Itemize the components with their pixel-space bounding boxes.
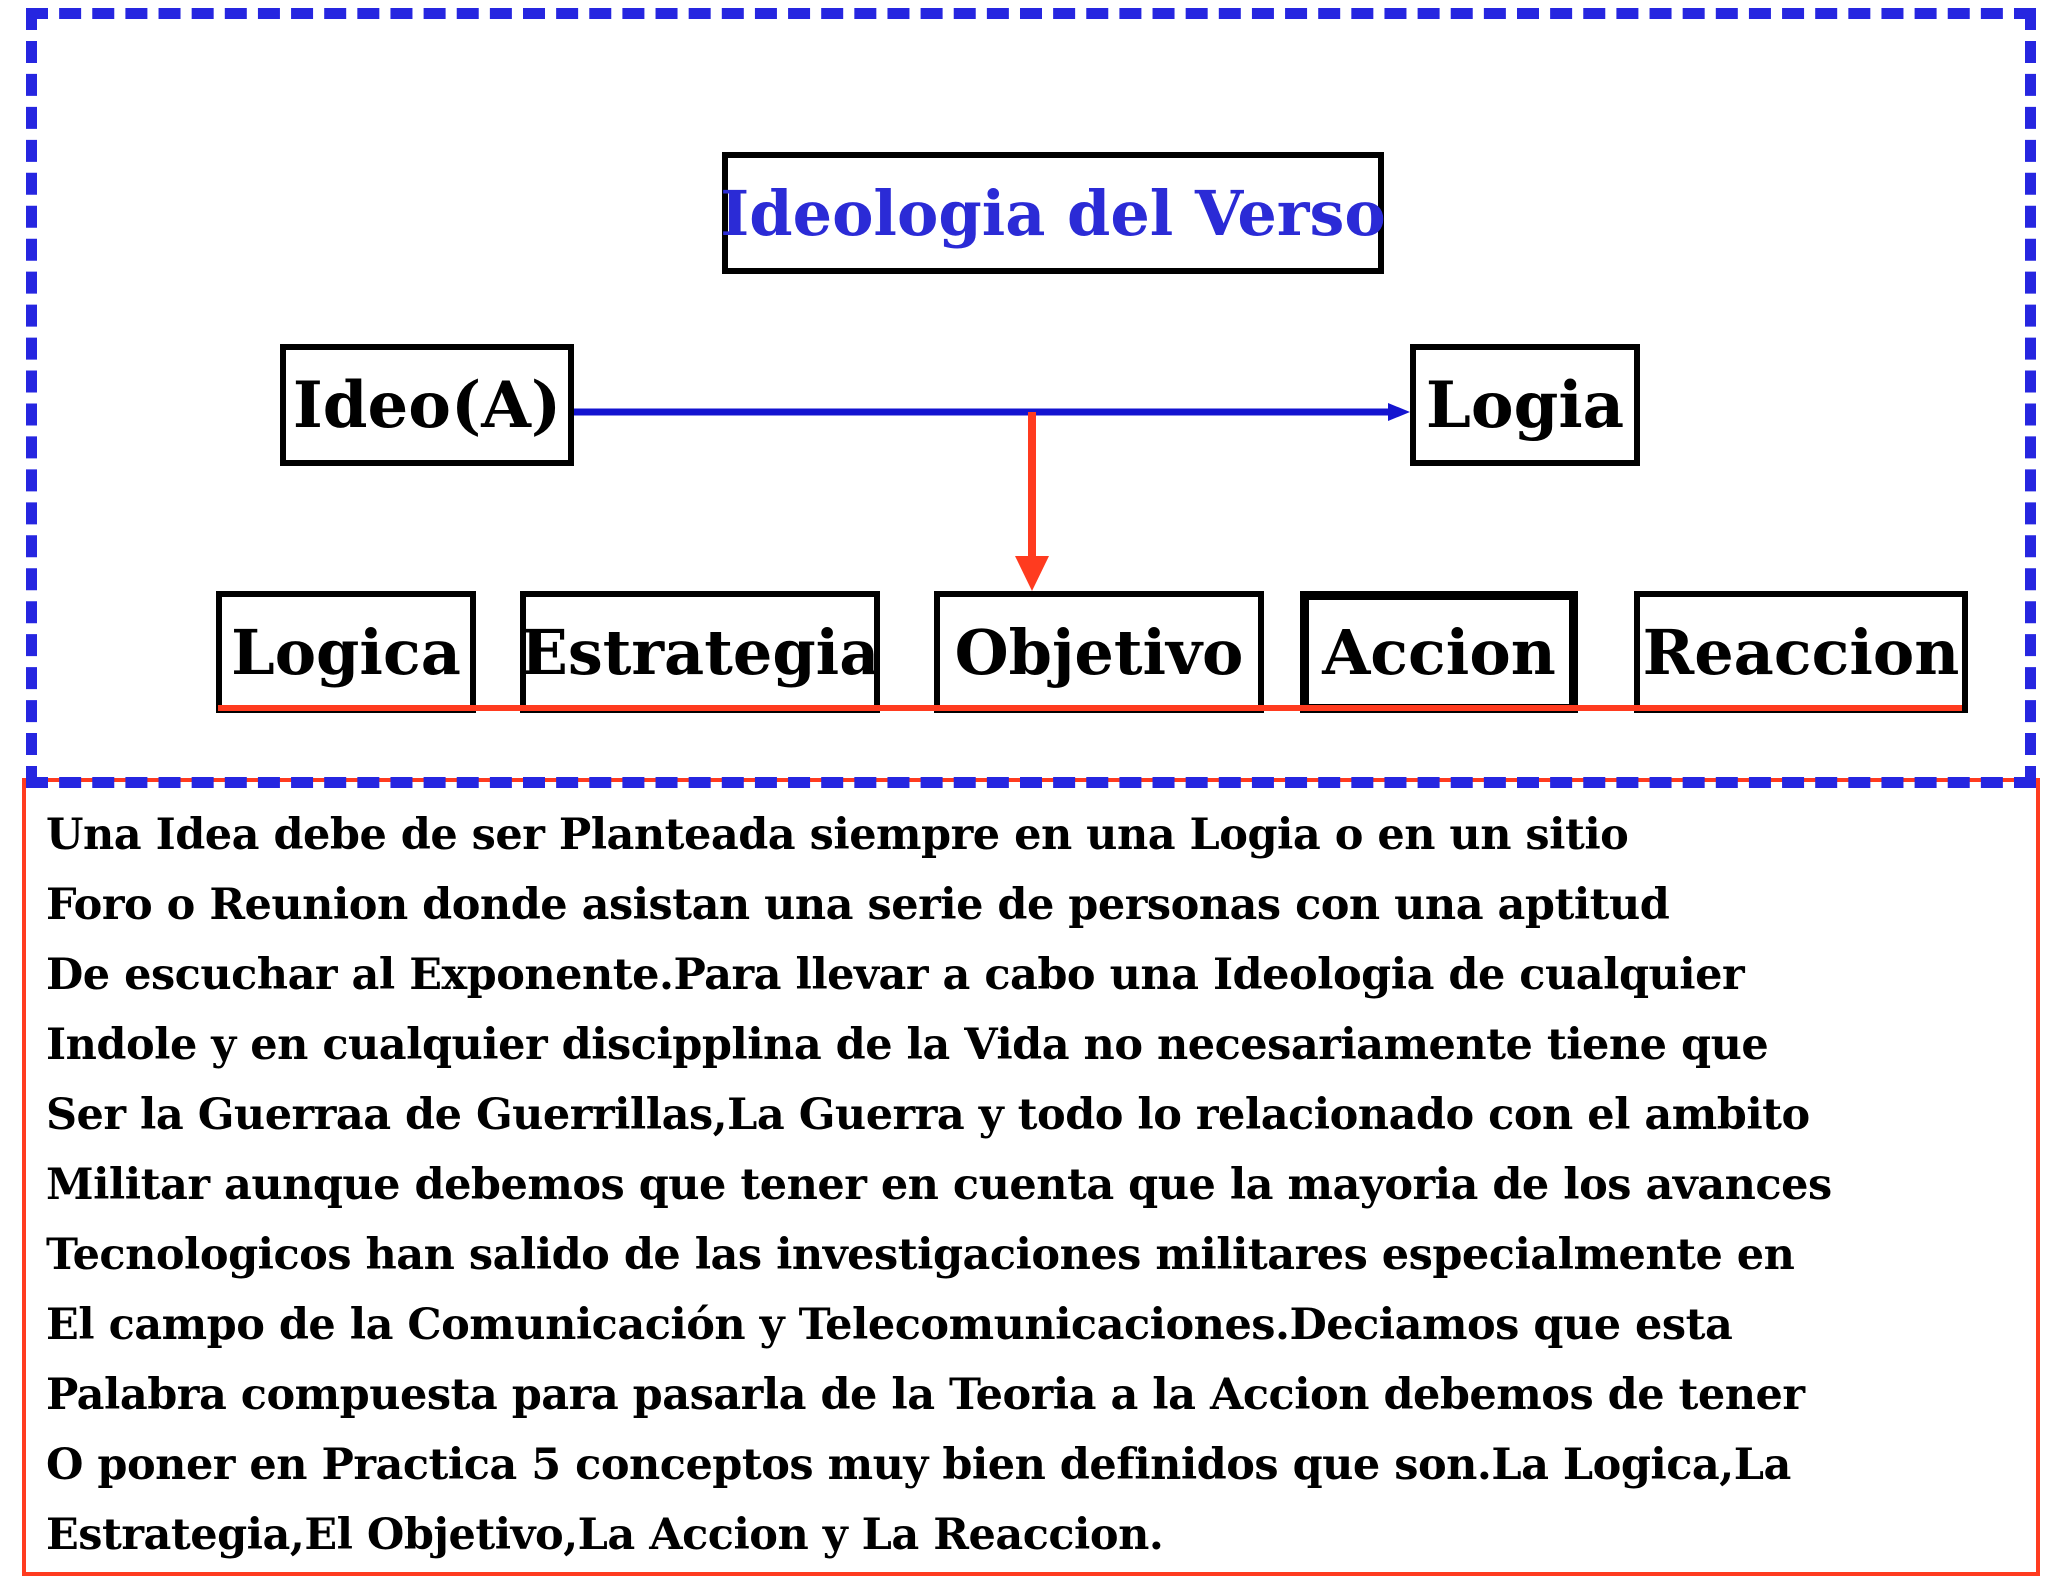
description-line: De escuchar al Exponente.Para llevar a cabo una Ideologia de cualquier (46, 950, 1745, 1000)
node-logia: Logia (1410, 344, 1640, 466)
concept-estrategia: Estrategia (520, 591, 880, 713)
description-line: Tecnologicos han salido de las investigaciones militares especialmente en (46, 1230, 1795, 1280)
description-line: El campo de la Comunicación y Telecomunicaciones.Deciamos que esta (46, 1300, 1733, 1350)
description-line: Palabra compuesta para pasarla de la Teoria a la Accion debemos de tener (46, 1370, 1805, 1420)
concept-objetivo: Objetivo (934, 591, 1264, 713)
diagram-frame (26, 8, 2036, 788)
description-line: Una Idea debe de ser Planteada siempre en una Logia o en un sitio (46, 810, 1629, 860)
description-line: Militar aunque debemos que tener en cuenta que la mayoria de los avances (46, 1160, 1832, 1210)
description-line: Indole y en cualquier discipplina de la Vida no necesariamente tiene que (46, 1020, 1769, 1070)
description-line: Estrategia,El Objetivo,La Accion y La Reaccion. (46, 1510, 1164, 1560)
description-line: Foro o Reunion donde asistan una serie de personas con una aptitud (46, 880, 1670, 930)
concept-accion: Accion (1300, 591, 1578, 713)
node-ideo: Ideo(A) (280, 344, 574, 466)
concept-logica: Logica (216, 591, 476, 713)
concept-reaccion: Reaccion (1634, 591, 1968, 713)
description-line: Ser la Guerraa de Guerrillas,La Guerra y todo lo relacionado con el ambito (46, 1090, 1810, 1140)
description-line: O poner en Practica 5 conceptos muy bien definidos que son.La Logica,La (46, 1440, 1791, 1490)
description-text (46, 800, 2026, 1570)
diagram-title: Ideologia del Verso (722, 152, 1384, 274)
